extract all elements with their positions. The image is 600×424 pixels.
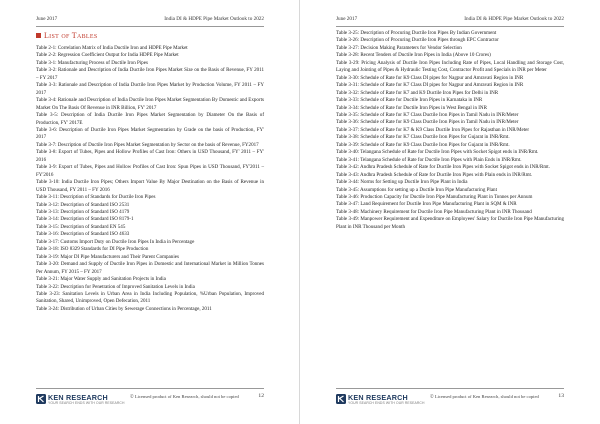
heading-text: List of Tables xyxy=(44,31,98,40)
table-list-item[interactable]: Table 3-7: Description of Ductile Iron Pipes Market Segmentation by Sector on the basis of Revenue, FY2017 xyxy=(36,141,259,148)
header-date: June 2017 xyxy=(36,16,58,22)
table-list-item[interactable]: Table 3-13: Description of Standard ISO 4179 xyxy=(36,208,130,215)
header-rule xyxy=(36,26,264,27)
table-list-item[interactable]: Table 3-46: Production Capacity for Ductile Iron Pipe Manufacturing Plant in Tonnes per Annum xyxy=(336,193,533,200)
table-list-item[interactable]: Table 3-25: Description of Procuring Ductile Iron Pipes By Indian Government xyxy=(336,30,497,36)
page-footer xyxy=(336,388,564,409)
footer-notice-text: Licensed product of Ken Research, should not be copied xyxy=(434,394,539,399)
ken-research-logo-icon xyxy=(336,394,346,404)
table-list-item[interactable]: Table 3-22: Description for Penetration of Improved Sanitation Levels in India xyxy=(36,283,195,290)
table-list-item[interactable]: Table 3-34: Schedule of Rate for Ductile Iron Pipes in West Bengal in INR xyxy=(336,104,487,111)
table-list-item[interactable]: Table 3-3: Rationale and Description of India Ductile Iron Pipes Market by Production Volume, FY 2011 – FY 2017 xyxy=(36,82,264,96)
table-list-item[interactable]: Table 3-16: Description of Standard ISO 4633 xyxy=(36,231,130,238)
table-list-item[interactable]: Table 3-40: Telangana Schedule of Rate for Ductile Iron Pipes with Socket Spigot ends in INR/Rmt. xyxy=(336,149,539,156)
footer-tagline: YOUR SEARCH ENDS WITH OUR RESEARCH xyxy=(48,401,125,405)
table-list-item[interactable]: Table 3-38: Schedule of Rate for K7 Class Ductile Iron Pipes for Gujarat in INR/Rmt. xyxy=(336,134,510,141)
footer-notice-text: Licensed product of Ken Research, should not be copied xyxy=(134,394,239,399)
table-list-item[interactable]: Table 3-48: Machinery Requirement for Ductile Iron Pipe Manufacturing Plant in INR Thousand xyxy=(336,208,532,215)
table-list-item[interactable]: Table 3-37: Schedule of Rate for K7 & K9 Class Ductile Iron Pipes for Rajasthan in INR/Meter xyxy=(336,126,530,133)
page-number: 13 xyxy=(558,393,564,399)
table-list-item[interactable]: Table 3-8: Export of Tubes, Pipes and Hollow Profiles of Cast Iron: Others in USD Thousand, FY' 2011 – FY' 2016 xyxy=(36,149,264,163)
table-list-item[interactable]: Table 3-42: Andhra Pradesh Schedule of Rate for Ductile Iron Pipes with Socket Spigot ends in INR/Rmt. xyxy=(336,164,550,171)
table-list-item[interactable]: Table 3-20: Demand and Supply of Ductile Iron Pipes in Domestic and International Market in Million Tonnes Per Annum, FY 2015 – FY 2017 xyxy=(36,261,264,275)
header-rule xyxy=(336,26,564,27)
table-list-item[interactable]: Table 3-24: Distribution of Urban Cities by Sewerage Connections in Percentage, 2011 xyxy=(36,305,212,312)
header-report-title: India DI & HDPE Pipe Market Outlook to 2022 xyxy=(164,16,264,22)
table-list-item[interactable]: Table 3-17: Customs Import Duty on Ductile Iron Pipes In India in Percentage xyxy=(36,238,195,245)
table-list-item[interactable]: Table 3-14: Description of Standard ISO 8179-1 xyxy=(36,216,134,223)
table-list-item[interactable]: Table 3-31: Schedule of Rate for K7 Class DI pipes for Nagpur and Amravati Region in INR xyxy=(336,82,524,89)
table-list-item[interactable]: Table 3-35: Schedule of Rate for K7 Class Ductile Iron Pipes in Tamil Nadu in INR/Meter xyxy=(336,111,519,118)
table-list-item[interactable]: Table 3-29: Pricing Analysis of Ductile Iron Pipes Including Rate of Pipes, Local Handling and Storage Cost, Laying and Jointing of Pipes & Hydraulic Testing Cost, Contractor Profit and Specials in INR per Meter xyxy=(336,59,564,74)
table-list-item[interactable]: Table 3-41: Telangana Schedule of Rate for Ductile Iron Pipes with Plain Ends in INR/Rmt. xyxy=(336,156,522,163)
ken-research-logo-icon xyxy=(36,394,46,404)
table-list-item[interactable]: Table 3-27: Decision Making Parameters for Vendor Selection xyxy=(336,44,462,51)
table-list-item[interactable]: Table 3-9: Export of Tubes, Pipes and Hollow Profiles of Cast Iron: Spun Pipes in USD Thousand, FY'2011 – FY'2016 xyxy=(36,164,264,178)
header-date: June 2017 xyxy=(336,16,358,22)
footer-brand: KEN RESEARCH xyxy=(348,393,408,402)
copyright-symbol: © xyxy=(430,395,434,400)
table-list-item[interactable]: Table 3-5: Description of India Ductile Iron Pipes Market Segmentation by Diameter On the Basis of Production, FY' 2017E xyxy=(36,112,264,126)
heading-square-icon xyxy=(36,33,41,38)
footer-notice xyxy=(430,394,539,400)
table-list-item[interactable]: Table 3-10: India Ductile Iron Pipes; Others Import Value By Major Destination on the Basis of Revenue in USD Thousand, FY 2011 – FY 2016 xyxy=(36,179,264,193)
table-list-item[interactable]: Table 2-2: Regression Coefficient Output for India HDPE Pipe Market xyxy=(36,52,179,59)
page-number: 12 xyxy=(258,393,264,399)
table-list-item[interactable]: Table 3-45: Assumptions for setting up a Ductile Iron Pipe Manufacturing Plant xyxy=(336,186,497,193)
right-page xyxy=(300,0,600,424)
table-list-item[interactable]: Table 3-39: Schedule of Rate for K9 Class Ductile Iron Pipes for Gujarat in INR/Rmt. xyxy=(336,141,510,148)
table-list-item[interactable]: Table 3-19: Major DI Pipe Manufacturers and Their Parent Companies xyxy=(36,253,179,260)
table-list-item[interactable]: Table 3-15: Description of Standard EN 545 xyxy=(36,223,126,230)
table-list-item[interactable]: Table 3-26: Description of Procuring Ductile Iron Pipes through EPC Contractor xyxy=(336,37,499,44)
page-header xyxy=(336,16,564,26)
table-list xyxy=(336,30,564,231)
footer-tagline: YOUR SEARCH ENDS WITH OUR RESEARCH xyxy=(348,401,425,405)
table-list-item[interactable]: Table 3-6: Description of Ductile Iron Pipes Market Segmentation by Grade on the basis of Production, FY' 2017 xyxy=(36,126,264,141)
footer-brand: KEN RESEARCH xyxy=(48,393,108,402)
table-list xyxy=(36,45,264,313)
ken-research-logo xyxy=(36,392,126,408)
list-of-tables-heading xyxy=(36,31,98,40)
header-report-title: India DI & HDPE Pipe Market Outlook to 2022 xyxy=(464,16,564,22)
table-list-item[interactable]: Table 3-32: Schedule of Rate for K7 and K9 Ductile Iron Pipes for Delhi in INR xyxy=(336,89,499,96)
table-list-item[interactable]: Table 3-49: Manpower Requirement and Expenditure on Employees' Salary for Ductile Iron Pipe Manufacturing Plant in INR Thousand per Month xyxy=(336,216,564,230)
table-list-item[interactable]: Table 3-18: ISO 8329 Standards for DI Pipe Production xyxy=(36,246,149,253)
table-list-item[interactable]: Table 3-30: Schedule of Rate for K9 Class DI pipes for Nagpur and Amravati Region in INR xyxy=(336,74,524,81)
page-header xyxy=(36,16,264,26)
table-list-item[interactable]: Table 3-43: Andhra Pradesh Schedule of Rate for Ductile Iron Pipes with Plain ends in INR/Rmt. xyxy=(336,171,533,178)
table-list-item[interactable]: Table 3-11: Description of Standards for Ductile Iron Pipes xyxy=(36,194,156,201)
table-list-item[interactable]: Table 3-33: Schedule of Rate for Ductile Iron Pipes in Karnataka in INR xyxy=(336,97,483,104)
table-list-item[interactable]: Table 3-1: Manufacturing Process of Ductile Iron Pipes xyxy=(36,59,148,66)
table-list-item[interactable]: Table 2-1: Correlation Matrix of India Ductile Iron and HDPE Pipe Market xyxy=(36,45,188,51)
table-list-item[interactable]: Table 3-36: Schedule of Rate for K9 Class Ductile Iron Pipes in Tamil Nadu in INR/Meter xyxy=(336,119,519,126)
table-list-item[interactable]: Table 3-2: Rationale and Description of India Ductile Iron Pipes Market Size on the Basis of Revenue, FY 2011 – FY 2017 xyxy=(36,67,264,81)
footer-notice xyxy=(130,394,239,400)
copyright-symbol: © xyxy=(130,395,134,400)
table-list-item[interactable]: Table 3-21: Major Water Supply and Sanitation Projects in India xyxy=(36,276,166,283)
table-list-item[interactable]: Table 3-12: Description of Standard ISO 2531 xyxy=(36,201,130,208)
table-list-item[interactable]: Table 3-28: Recent Tenders of Ductile Iron Pipes in India (Above 10 Crores) xyxy=(336,52,491,59)
table-list-item[interactable]: Table 3-44: Norms for Setting up Ductile Iron Pipe Plant in India xyxy=(336,179,468,186)
table-list-item[interactable]: Table 3-47: Land Requirement for Ductile Iron Pipe Manufacturing Plant in SQM & INR xyxy=(336,201,517,208)
page-footer xyxy=(36,388,264,409)
ken-research-logo xyxy=(336,392,426,408)
table-list-item[interactable]: Table 3-4: Rationale and Description of India Ductile Iron Pipes Market Segmentation By Domestic and Exports Market On The Basis Of Revenue in INR Billion, FY' 2017 xyxy=(36,97,264,111)
table-list-item[interactable]: Table 3-23: Sanitation Levels in Urban Area in India Including Population, %Urban Population, Improved Sanitation, Shared, Unimproved, Open Defecation, 2011 xyxy=(36,290,264,305)
